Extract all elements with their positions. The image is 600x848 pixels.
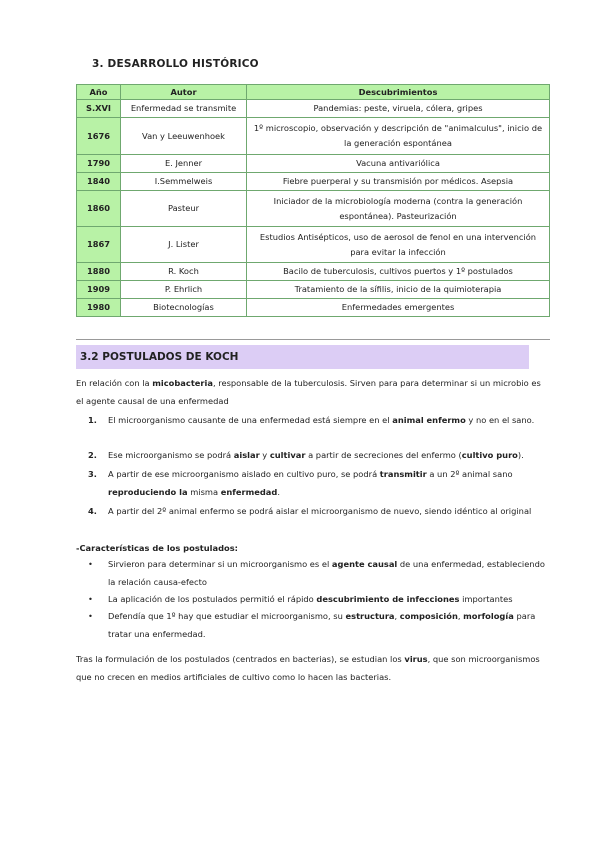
table-row [77,299,550,317]
table-header-row [77,85,550,100]
cell-discovery: Tratamiento de la sífilis, inicio de la quimioterapia [247,281,550,299]
cell-discovery: Enfermedades emergentes [247,299,550,317]
cell-author: R. Koch [121,263,247,281]
cell-year: 1676 [77,118,121,155]
section-title: 3. DESARROLLO HISTÓRICO [92,58,259,70]
cell-author: J. Lister [121,227,247,263]
table-row [77,118,550,155]
cell-year: 1867 [77,227,121,263]
history-table [76,84,550,317]
cell-discovery: Estudios Antisépticos, uso de aerosol de fenol en una intervención para evitar la infección [247,227,550,263]
section-divider [76,339,550,340]
postulate-item: 4. A partir del 2º animal enfermo se podrá aislar el microorganismo de nuevo, siendo idéntico al original [88,506,532,516]
characteristics-title: -Características de los postulados: [76,543,238,553]
table-row [77,227,550,263]
final-paragraph: Tras la formulación de los postulados (centrados en bacterias), se estudian los virus, que son microorganismos que no crecen en medios artificiales de cultivo como lo hacen las bacterias. [76,654,540,682]
table-row [77,155,550,173]
koch-intro-paragraph: En relación con la micobacteria, responsable de la tuberculosis. Sirven para para determinar si un microbio es el agente causal de una enfermedad [76,378,541,406]
characteristic-item: • La aplicación de los postulados permitió el rápido descubrimiento de infecciones importantes [88,590,546,608]
postulate-item: 2. Ese microorganismo se podrá aislar y cultivar a partir de secreciones del enfermo (cultivo puro). [88,450,524,460]
cell-discovery: Fiebre puerperal y su transmisión por médicos. Asepsia [247,173,550,191]
bullet-icon: • [88,611,93,621]
table-row [77,263,550,281]
cell-discovery: Bacilo de tuberculosis, cultivos puertos y 1º postulados [247,263,550,281]
cell-discovery: 1º microscopio, observación y descripción de "animalculus", inicio de la generación espontánea [247,118,550,155]
postulate-item: 3. A partir de ese microorganismo aislado en cultivo puro, se podrá transmitir a un 2º animal sano reproduciendo la misma enfermedad. [88,469,513,497]
table-row [77,281,550,299]
table-row [77,173,550,191]
cell-discovery: Iniciador de la microbiología moderna (contra la generación espontánea). Pasteurización [247,191,550,227]
koch-section-header: 3.2 POSTULADOS DE KOCH [76,345,529,369]
cell-author: I.Semmelweis [121,173,247,191]
cell-author: Biotecnologías [121,299,247,317]
cell-year: S.XVI [77,100,121,118]
cell-author: Van y Leeuwenhoek [121,118,247,155]
cell-discovery: Vacuna antivariólica [247,155,550,173]
cell-discovery: Pandemias: peste, viruela, cólera, gripes [247,100,550,118]
cell-year: 1860 [77,191,121,227]
bullet-icon: • [88,594,93,604]
cell-author: Pasteur [121,191,247,227]
postulate-item: 1. El microorganismo causante de una enfermedad está siempre en el animal enfermo y no en el sano. [88,415,535,425]
cell-author: P. Ehrlich [121,281,247,299]
bullet-icon: • [88,559,93,569]
cell-year: 1909 [77,281,121,299]
characteristic-item: • Defendía que 1º hay que estudiar el microorganismo, su estructura, composición, morfología para tratar una enfermedad. [88,607,546,643]
header-discoveries: Descubrimientos [247,85,550,100]
cell-author: E. Jenner [121,155,247,173]
cell-year: 1790 [77,155,121,173]
header-author: Autor [121,85,247,100]
cell-year: 1980 [77,299,121,317]
cell-author: Enfermedad se transmite [121,100,247,118]
characteristic-item: • Sirvieron para determinar si un microorganismo es el agente causal de una enfermedad, estableciendo la relación causa-efecto [88,555,546,591]
cell-year: 1880 [77,263,121,281]
cell-year: 1840 [77,173,121,191]
table-row [77,191,550,227]
table-row [77,100,550,118]
header-year: Año [77,85,121,100]
